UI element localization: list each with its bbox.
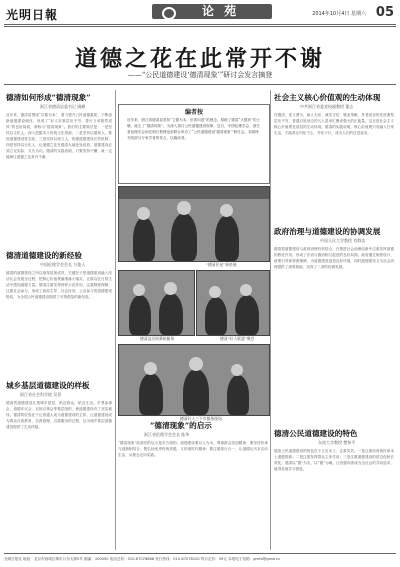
section-swirl-icon — [162, 7, 176, 20]
news-photo — [118, 344, 270, 416]
article-author: 中国人民大学教授 肖群忠 — [320, 238, 366, 243]
masthead-rule — [4, 24, 396, 25]
column-divider — [270, 90, 271, 550]
masthead-rule-thin — [4, 26, 396, 27]
editor-note-box — [118, 104, 270, 184]
article-title: 德清公民道德建设的特色 — [274, 429, 358, 438]
editor-note-label: 编者按 — [184, 109, 203, 116]
article-title: 政府治理与道德建设的协调发展 — [274, 227, 381, 236]
editor-note-text: 近年来，浙江省德清县坚持“立德为本，崇善向善”的理念，厚植了德清“大德育”的土壤，诞生了“德清现象”。为深入探讨公民道德建设规律，近日，中国伦理学会、浙江省伦理学会和光明日报理论部联合举办了“公民道德建设‘德清现象’”研讨会。本版特刊发部分专家学者的发言，以飨读者。 — [127, 118, 261, 140]
article-title: “德清现象”的启示 — [150, 421, 212, 430]
footer-rule — [4, 553, 396, 554]
article-body: 近年来，德清县围绕“以德为本”，着力提升公民道德素质，不断创新道德建设载体，形成了“好人好事层出不穷、善行义举蔚然成风”的良好局面，被称为“德清现象”。我们的主要做法是：一是坚持以文化人，深入挖掘本土传统文化资源；二是坚持以德育人，推进道德建设常态化；三是坚持以规立人，构建道德建设长效机制；四是坚持以行化人，让道德之花在德清大地处处绽放。道德建设必须立足实际，久久为功。德清的实践表明，只要坚持不懈，就一定能够让道德之花常开不谢。 — [6, 113, 112, 159]
newspaper-logo: 光明日報 — [6, 8, 59, 22]
photo-caption: “德清民星”事迹展 — [206, 262, 237, 267]
article-body: “德清现象”给我们的启示是多方面的。道德建设要以人为本，尊重群众首创精神；要坚持传承与创新相结合，既弘扬优秀传统美德，又体现时代精神；要注重知行合一，让道德从书本走向生活，从理念走向实践。 — [118, 441, 268, 457]
article-title: 社会主义核心价值观的生动体现 — [274, 93, 381, 102]
feature-title: 道德之花在此常开不谢 — [74, 46, 325, 72]
article-author: 中共浙江省委党校副教授 董志 — [300, 104, 354, 109]
article-body: 德清公民道德建设的特色在于立足本土、注重实效。一是注重培育和传承本土道德资源；二是注重发挥群众主体作用；三是注重道德建设的常态化和长效化。德清以“德”为名，以“德”为魂，让崇德向善成为全社会的共同追求，值得各地学习借鉴。 — [274, 449, 394, 471]
article-title: 德清如何形成“德清现象” — [6, 93, 91, 102]
article-author: 浙江省伦理学会会长 陈华 — [144, 432, 190, 437]
issue-date: 2014年10月4日 星期六 — [312, 11, 366, 17]
article-title: 德清道德建设的新经验 — [6, 251, 82, 260]
feature-subtitle: ——“公民道德建设‘德清现象’”研讨会发言摘登 — [127, 71, 273, 79]
article-body: 德清的道德建设扎根城乡基层，贴近群众，贴近生活。乡贤参事会、道德评议会、百姓议事会等基层组织，使道德建设有了坚实载体。德清的经验在于让普通人成为道德建设的主体，让道德建设成为群众自我教育、自我管理、自我服务的过程，这为城乡基层道德建设提供了生动样板。 — [6, 401, 112, 429]
page-number: 05 — [375, 5, 394, 20]
article-author: 浙江省德清县委书记 姚峰 — [40, 104, 86, 109]
photo-caption: 德清好人三下乡服务现场 — [180, 416, 222, 421]
news-photo — [196, 270, 270, 336]
news-photo — [118, 186, 270, 262]
article-body: 在德清，见义勇为、助人为乐、诚实守信、敬业奉献、孝老爱亲的先进典型层出不穷，普通百姓身边的凡人善举汇聚成强大的正能量。这正是社会主义核心价值观在基层的生动体现。德清的实践说明，核心价值观只有融入日常生活，才能真正内化于心、外化于行，成为人们的自觉追求。 — [274, 113, 394, 135]
footer-info: 光明日报社 地址：北京市西城区珠市口东大街5号 邮编：100050 电话总机：010-67078888 发行热线：010-67078100 每月定价：39元 本报电子信箱：gmrb@gmw.cn — [4, 557, 281, 561]
article-body: 德清的道德建设之所以取得显著成效，关键在于把道德建设融入经济社会发展全过程，把核心价值观落细落小落实，让群众在日常生活中感知道德力量。德清注重发挥榜样示范作用，注重制度保障，注重社会参与，形成了政府主导、社会协同、公众参与的道德建设格局，为全国公民道德建设提供了可资借鉴的新经验。 — [6, 271, 112, 299]
column-divider — [115, 90, 116, 550]
article-author: 浙江省社会科学院 吴蓓 — [20, 392, 62, 397]
article-body: 德清将道德建设与政府治理有机结合，在推进社会治理创新中注重发挥道德的教化作用，形成了法治与德治相互促进的良好局面。政府通过制度设计、政策引导和资源保障，为道德建设创造良好环境，同时道德建设又为社会治理提供了深厚基础，实现了二者的协调发展。 — [274, 247, 394, 269]
photo-caption: 德清“好人联盟”聚会 — [220, 336, 255, 341]
section-name: 论 苑 — [202, 4, 240, 18]
article-author: 中国伦理学会会长 万俊人 — [40, 262, 86, 267]
article-title: 城乡基层道德建设的样板 — [6, 381, 90, 390]
news-photo — [118, 270, 195, 336]
section-banner — [152, 4, 272, 19]
photo-caption: 德清县民间募捐服务 — [140, 336, 175, 341]
article-author: 东南大学教授 樊和平 — [318, 440, 356, 445]
feature-rule — [4, 84, 396, 85]
